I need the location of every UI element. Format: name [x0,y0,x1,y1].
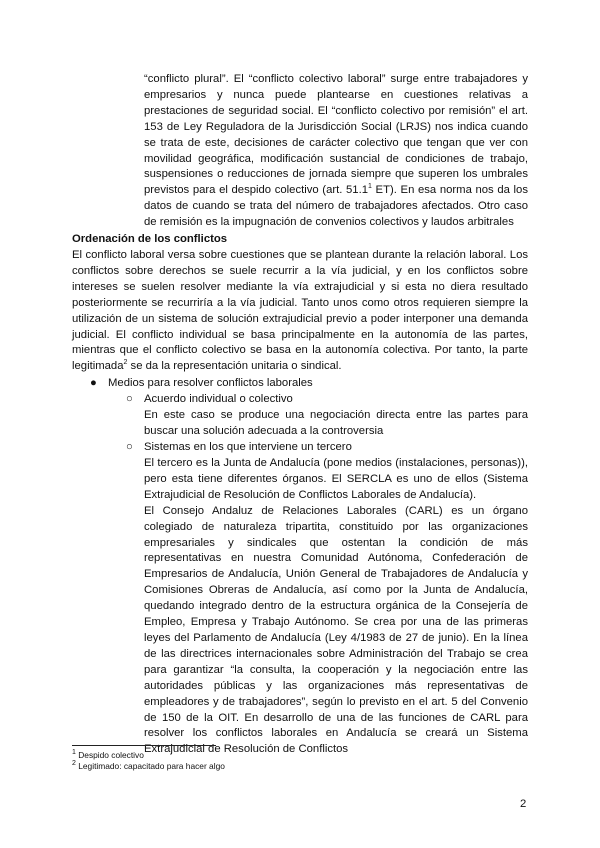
section-heading: Ordenación de los conflictos [72,233,228,245]
bullet-icon: ● [90,377,97,389]
sub-list-item-2-paragraph: El tercero es la Junta de Andalucía (pone medios (instalaciones, personas)), pero esta tiene diferentes órganos. El SERCLA es uno de ellos (Sistema Extrajudicial de Resolución de Conflictos Laborales de Andalucía). [144,457,528,501]
intro-text: “conflicto plural”. El “conflicto colectivo laboral” surge entre trabajadores y empresarios y nunca puede plantearse en cuestiones relativas a prestaciones de seguridad social. El “conflicto colectivo por remisión” el art. 153 de Ley Reguladora de la Jurisdicción Social (LRJS) nos indica cuando se trata de este, decisiones de carácter colectivo que tengan que ver con movilidad geográfica, modificación sustancial de condiciones de trabajo, suspensiones o reducciones de jornada siempre que superen los umbrales previstos para el despido colectivo (art. 51.1 [144,73,528,197]
footnote-number: 1 [72,749,76,757]
footnote-text: Despido colectivo [75,750,144,760]
sub-list-item-1-body: En este caso se produce una negociación directa entre las partes para buscar una solución adecuada a la controversia [144,409,528,437]
intro-paragraph [144,72,528,231]
footnote [72,750,225,761]
sub-list-item-2-paragraph: El Consejo Andaluz de Relaciones Laborales (CARL) es un órgano colegiado de naturaleza tripartita, constituido por las organizaciones empresariales y sindicales que ostentan la condición de más representativas en nuestra Comunidad Autónoma, Confederación de Empresarios de Andalucía, Unión General de Trabajadores de Andalucía y Comisiones Obreras de Andalucía, así como por la Junta de Andalucía, quedando integrado dentro de la estructura orgánica de la Consejería de Empleo, Empresa y Trabajo Autónomo. Se crea por una de las primeras leyes del Parlamento de Andalucía (Ley 4/1983 de 27 de junio). En la línea de las directrices internacionales sobre Administración del Trabajo se crea para garantizar “la consulta, la cooperación y la negociación entre las autoridades públicas y las organizaciones más representativas de empleadores y de trabajadores”, según lo previsto en el art. 5 del Convenio de 150 de la OIT. En desarrollo de una de las funciones de CARL para resolver los conflictos laborales en Andalucía se creará un Sistema Extrajudicial de Resolución de Conflictos [144,504,528,756]
section-paragraph-text: El conflicto laboral versa sobre cuestiones que se plantean durante la relación laboral. Los conflictos sobre derechos se suele recurrir a la vía judicial, y en los conflictos sobre intereses se suelen resolver mediante la vía extrajudicial y si esta no diera resultado posteriormente se recurriría a la vía judicial. Tanto unos como otros requieren siempre la utilización de un sistema de solución extrajudicial previo a poder interponer una demanda judicial. El conflicto individual se basa principalmente en la autonomía de las partes, mientras que el conflicto colectivo se basa en la autonomía colectiva. Por tanto, la parte legitimada [72,249,528,373]
sub-list-item-title: Sistemas en los que interviene un tercero [144,441,352,453]
footnote-text: Legitimado: capacitado para hacer algo [75,761,225,771]
circle-bullet-icon: ○ [126,393,133,405]
footnote-separator [72,745,216,746]
section-paragraph [72,248,528,375]
footnote-ref-2[interactable]: 2 [123,359,128,367]
sub-list-item-title: Acuerdo individual o colectivo [144,393,293,405]
footnote [72,761,225,772]
page-number: 2 [520,798,527,810]
footnotes [72,750,225,772]
footnote-number: 2 [72,760,76,768]
list-item-label: Medios para resolver conflictos laborales [108,377,313,389]
section-paragraph-text-continued: se da la representación unitaria o sindical. [127,360,342,373]
intro-text-continued: ET). En esa norma nos da los datos de cuando se trata del número de trabajadores afectados. Otro caso de remisión es la impugnación de convenios colectivos y laudos arbitrales [144,184,528,229]
footnote-ref-1[interactable]: 1 [368,183,372,191]
sub-list-item-2-body [144,456,528,758]
circle-bullet-icon: ○ [126,441,133,453]
